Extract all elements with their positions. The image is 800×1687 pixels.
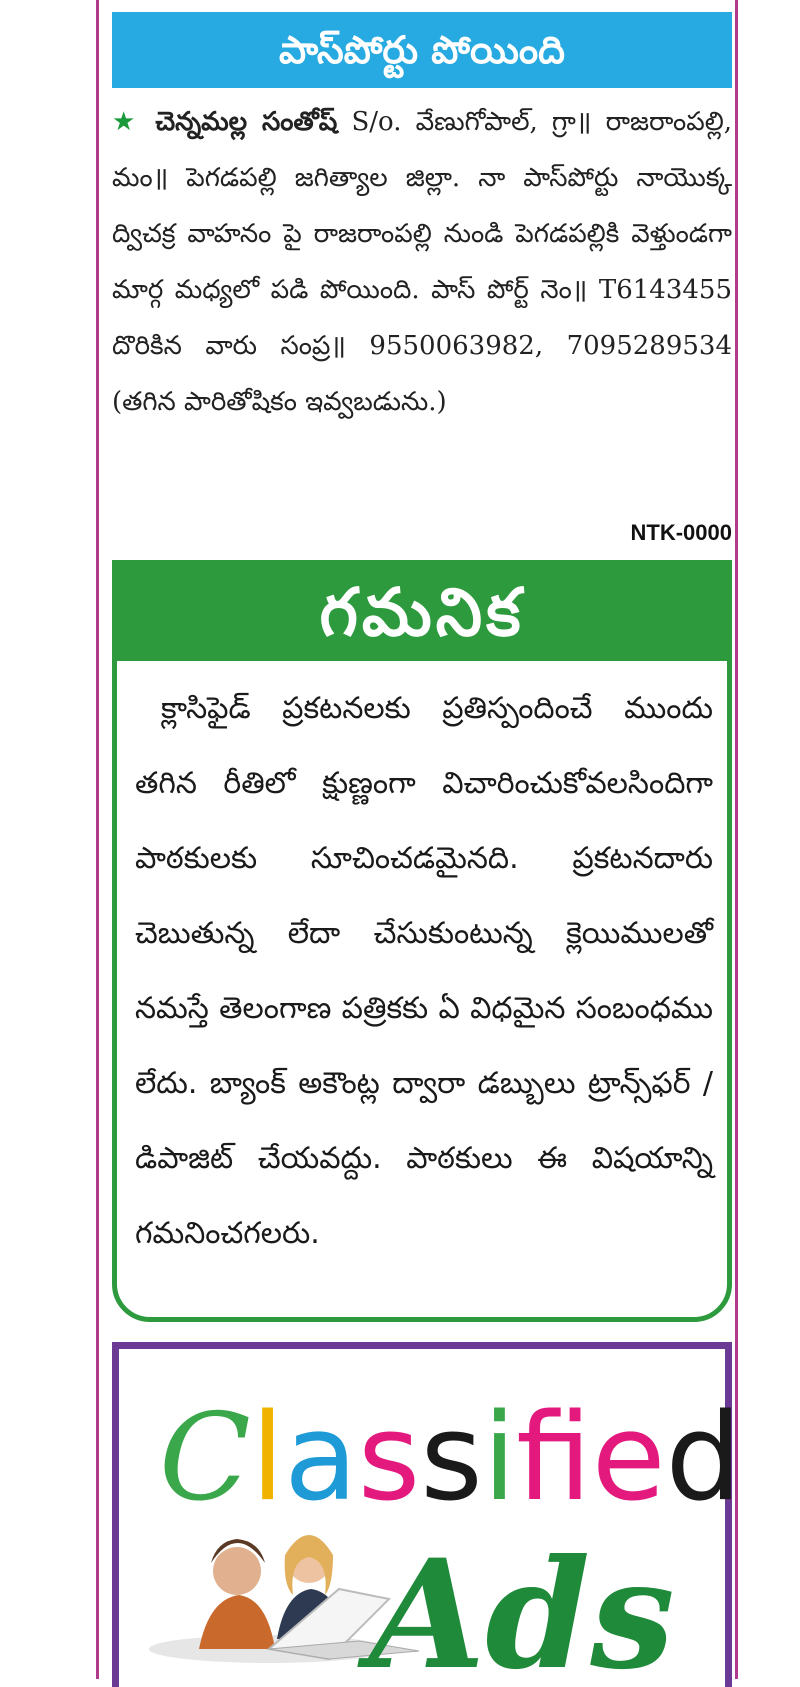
classified-ads-banner bbox=[112, 1342, 742, 1687]
classified-word bbox=[159, 1389, 742, 1528]
lost-passport-body bbox=[112, 94, 732, 430]
classified-ads-logo bbox=[119, 1349, 742, 1687]
notice-box bbox=[112, 560, 732, 1322]
classified-letter: l bbox=[250, 1389, 285, 1528]
classified-letter: s bbox=[420, 1389, 483, 1528]
lost-passport-text: S/o. వేణుగోపాల్, గ్రా॥ రాజరాంపల్లి, మం॥ పెగడపల్లి జగిత్యాల జిల్లా. నా పాస్‌పోర్టు నాయొక్క ద్విచక్ర వాహనం పై రాజరాంపల్లి నుండి పెగడపల్లికి వెళ్తుండగా మార్గ మధ్యలో పడి పోయింది. పాస్ పోర్ట్ నెం॥ T6143455 దొరికిన వారు సంప్ర॥ 9550063982, 7095289534 (తగిన పారితోషికం ఇవ్వబడును.) bbox=[112, 107, 733, 417]
lost-passport-name: చెన్నమల్ల సంతోష్ bbox=[155, 107, 338, 137]
classified-letter: e bbox=[591, 1389, 666, 1528]
lost-passport-heading: పాస్‌పోర్టు పోయింది bbox=[112, 12, 732, 88]
classified-letter: d bbox=[665, 1389, 742, 1528]
notice-text: క్లాసిఫైడ్ ప్రకటనలకు ప్రతిస్పందించే ముందు తగిన రీతిలో క్షుణ్ణంగా విచారించుకోవలసిందిగా పాఠకులకు సూచించడమైనది. ప్రకటనదారు చెబుతున్న లేదా చేసుకుంటున్న క్లెయిములతో నమస్తే తెలంగాణ పత్రికకు ఏ విధమైన సంబంధము లేదు. బ్యాంక్ అకౌంట్ల ద్వారా డబ్బులు ట్రాన్స్‌ఫర్ / డిపాజిట్ చేయవద్దు. పాఠకులు ఈ విషయాన్ని గమనించగలరు. bbox=[135, 691, 713, 1251]
classified-letter: a bbox=[284, 1389, 358, 1528]
classified-letter: C bbox=[159, 1389, 251, 1528]
classified-letter: f bbox=[516, 1389, 592, 1528]
classified-letter: s bbox=[357, 1389, 421, 1528]
notice-heading: గమనిక bbox=[117, 565, 727, 661]
ad-code: NTK-0000 bbox=[630, 520, 732, 545]
star-icon: ★ bbox=[112, 107, 142, 137]
classified-letter: i bbox=[482, 1389, 517, 1528]
ads-word: Ads bbox=[369, 1527, 675, 1687]
